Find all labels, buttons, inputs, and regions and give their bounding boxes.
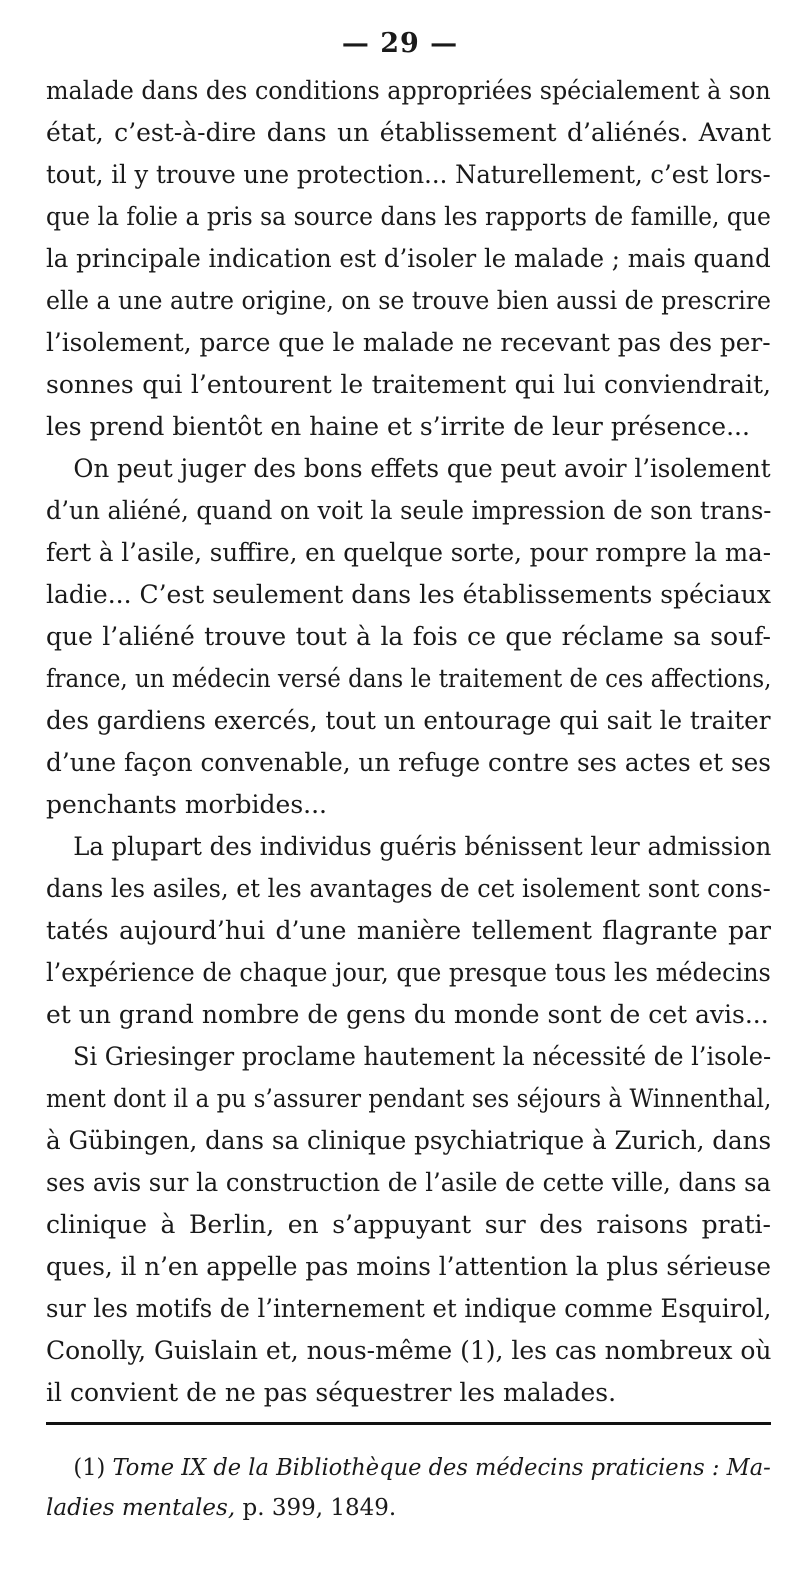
text-line: ques, il n’en appelle pas moins l’attention la plus sérieuse [46, 1252, 772, 1281]
footnote-text: Tome IX de la Bibliothèque des médecins praticiens : Ma- [112, 1455, 771, 1481]
footnote-text-italic: ladies mentales, [46, 1495, 236, 1521]
text-line: que la folie a pris sa source dans les rapports de famille, que [46, 202, 771, 231]
text-line: à Gübingen, dans sa clinique psychiatrique à Zurich, dans [46, 1126, 772, 1155]
text-line: des gardiens exercés, tout un entourage qui sait le traiter [46, 706, 771, 735]
text-line: tatés aujourd’hui d’une manière tellement flagrante par [46, 916, 771, 945]
text-line: fert à l’asile, suffire, en quelque sorte, pour rompre la ma- [46, 538, 772, 567]
footnote-divider [46, 1422, 771, 1425]
text-line: état, c’est-à-dire dans un établissement d’aliénés. Avant [46, 118, 771, 147]
footnote-text-rest: p. 399, 1849. [235, 1495, 397, 1521]
text-line: les prend bientôt en haine et s’irrite de leur présence... [46, 412, 750, 441]
footnote-line [46, 1488, 771, 1528]
page-number: — 29 — [341, 28, 459, 59]
text-line: elle a une autre origine, on se trouve bien aussi de prescrire [46, 286, 772, 315]
text-line: On peut juger des bons effets que peut avoir l’isolement [73, 454, 771, 483]
text-line: ment dont il a pu s’assurer pendant ses séjours à Winnenthal, [46, 1084, 772, 1113]
footnote [46, 1448, 771, 1528]
text-line: l’isolement, parce que le malade ne recevant pas des per- [46, 328, 771, 357]
body-text [46, 70, 771, 1414]
text-line: d’un aliéné, quand on voit la seule impression de son trans- [46, 496, 772, 525]
footnote-marker: (1) [73, 1455, 106, 1481]
text-line: Conolly, Guislain et, nous-même (1), les cas nombreux où [46, 1336, 772, 1365]
text-line: d’une façon convenable, un refuge contre ses actes et ses [46, 748, 771, 777]
text-line: la principale indication est d’isoler le malade ; mais quand [46, 244, 771, 273]
text-line: dans les asiles, et les avantages de cet isolement sont cons- [46, 874, 771, 903]
text-line: sonnes qui l’entourent le traitement qui lui conviendrait, [46, 370, 771, 399]
text-line: malade dans des conditions appropriées spécialement à son [46, 76, 771, 105]
text-line: penchants morbides... [46, 790, 328, 819]
text-line: et un grand nombre de gens du monde sont de cet avis... [46, 1000, 769, 1029]
text-line: clinique à Berlin, en s’appuyant sur des raisons prati- [46, 1210, 771, 1239]
text-line: il convient de ne pas séquestrer les malades. [46, 1378, 617, 1407]
footnote-line [46, 1448, 771, 1488]
text-line: La plupart des individus guéris bénissent leur admission [73, 832, 772, 861]
text-line: ladie... C’est seulement dans les établissements spéciaux [46, 580, 771, 609]
text-line: que l’aliéné trouve tout à la fois ce que réclame sa souf- [46, 622, 771, 651]
text-line: france, un médecin versé dans le traitement de ces affections, [46, 664, 772, 693]
text-line: l’expérience de chaque jour, que presque tous les médecins [46, 958, 771, 987]
text-line: Si Griesinger proclame hautement la nécessité de l’isole- [72, 1042, 772, 1071]
text-line: ses avis sur la construction de l’asile de cette ville, dans sa [46, 1168, 771, 1197]
text-line: sur les motifs de l’internement et indique comme Esquirol, [46, 1294, 772, 1323]
text-line: tout, il y trouve une protection... Naturellement, c’est lors- [46, 160, 771, 189]
